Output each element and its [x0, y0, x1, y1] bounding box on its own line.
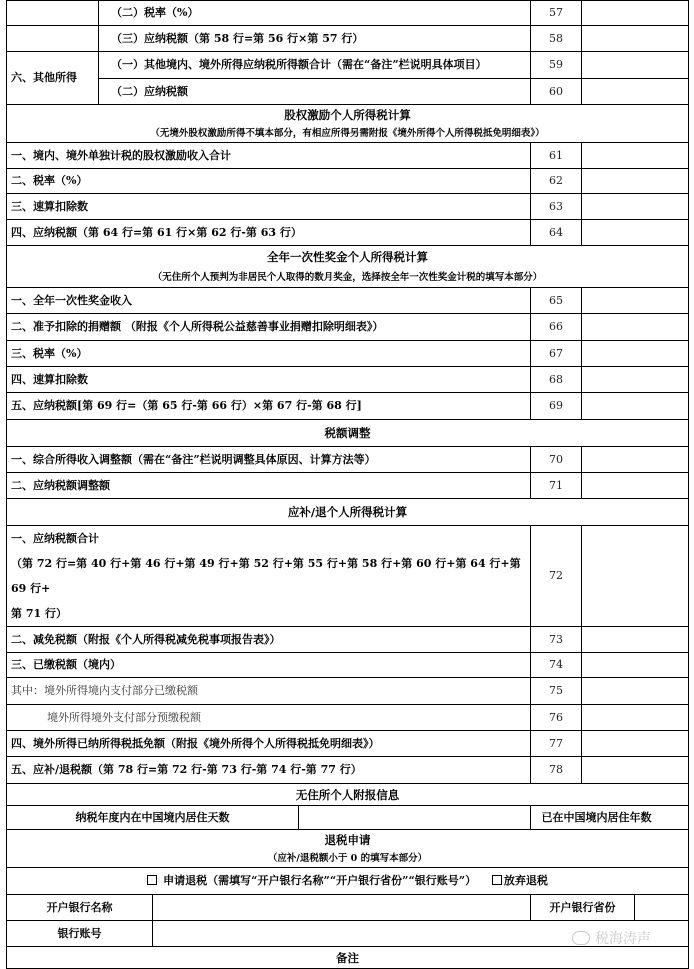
form-row-66	[7, 314, 689, 341]
form-row-63	[7, 194, 689, 220]
apply-refund-checkbox[interactable]	[147, 875, 157, 885]
bank-province-label: 开户银行省份	[531, 895, 635, 921]
watermark-text: 税海涛声	[595, 931, 651, 947]
row-number: 74	[531, 653, 582, 678]
row-label: （二）税率（%）	[99, 1, 531, 26]
row-number: 77	[531, 731, 582, 757]
form-row-74	[7, 653, 689, 678]
row-number: 57	[531, 1, 582, 26]
row-number: 66	[531, 314, 582, 341]
row-number: 67	[531, 341, 582, 367]
value-cell[interactable]	[582, 220, 689, 246]
row-number: 62	[531, 169, 582, 194]
section-subtitle: （无住所个人预判为非居民个人取得的数月奖金，选择按全年一次性奖金计税的填写本部分）	[7, 269, 689, 288]
residence-days-label: 纳税年度内在中国境内居住天数	[7, 806, 299, 830]
form-row-57	[7, 1, 689, 26]
form-row-71	[7, 473, 689, 499]
nonresident-row	[7, 806, 689, 830]
form-row-58	[7, 26, 689, 52]
value-cell[interactable]	[582, 627, 689, 653]
section-title: 全年一次性奖金个人所得税计算	[7, 246, 689, 269]
form-row-78	[7, 757, 689, 784]
form-row-72	[7, 526, 689, 627]
bank-row	[7, 895, 689, 921]
bank-account-label: 银行账号	[7, 921, 153, 947]
section-subtitle-bonus	[7, 269, 689, 288]
row-number: 64	[531, 220, 582, 246]
row-label: 四、应纳税额（第 64 行=第 61 行×第 62 行-第 63 行）	[7, 220, 531, 246]
row-label: 三、税率（%）	[7, 341, 531, 367]
section-header-equity	[7, 105, 689, 126]
row-number: 71	[531, 473, 582, 499]
watermark	[572, 928, 651, 948]
category-cell	[7, 1, 99, 26]
value-cell[interactable]	[582, 341, 689, 367]
bank-name-label: 开户银行名称	[7, 895, 153, 921]
value-cell[interactable]	[582, 1, 689, 26]
row-label: 四、速算扣除数	[7, 367, 531, 393]
row-label-line: （第 72 行=第 40 行+第 46 行+第 49 行+第 52 行+第 55 行+第 58 行+第 60 行+第 64 行+第 69 行+	[11, 557, 521, 595]
row-number: 60	[531, 79, 582, 105]
value-cell[interactable]	[582, 288, 689, 314]
section-title: 税额调整	[7, 420, 689, 447]
value-cell[interactable]	[582, 26, 689, 52]
wechat-icon	[572, 931, 590, 945]
row-label: 境外所得境外支付部分预缴税额	[7, 705, 531, 731]
refund-options	[7, 868, 689, 895]
row-number: 69	[531, 393, 582, 420]
value-cell[interactable]	[582, 52, 689, 79]
row-number: 65	[531, 288, 582, 314]
row-label: 三、速算扣除数	[7, 194, 531, 220]
section-header-nonresident	[7, 784, 689, 806]
row-label: 三、已缴税额（境内）	[7, 653, 531, 678]
section-title: 无住所个人附报信息	[7, 784, 689, 806]
section-subtitle: （无境外股权激励所得不填本部分，有相应所得另需附报《境外所得个人所得税抵免明细表》）	[7, 126, 689, 143]
section-header-remarks	[7, 947, 689, 969]
section-header-refund-calc	[7, 499, 689, 526]
row-number: 59	[531, 52, 582, 79]
tax-form-page	[6, 0, 688, 969]
row-number: 70	[531, 447, 582, 473]
form-row-65	[7, 288, 689, 314]
value-cell[interactable]	[582, 169, 689, 194]
row-label: 一、全年一次性奖金收入	[7, 288, 531, 314]
bank-province-input[interactable]	[635, 895, 689, 921]
value-cell[interactable]	[582, 367, 689, 393]
row-label: 二、准予扣除的捐赠额 （附报《个人所得税公益慈善事业捐赠扣除明细表》）	[7, 314, 531, 341]
value-cell[interactable]	[582, 314, 689, 341]
row-label: 二、应纳税额调整额	[7, 473, 531, 499]
value-cell[interactable]	[582, 393, 689, 420]
category-cell	[7, 26, 99, 52]
form-row-69	[7, 393, 689, 420]
form-row-62	[7, 169, 689, 194]
row-label: （二）应纳税额	[99, 79, 531, 105]
section-header-refund-apply	[7, 830, 689, 851]
section-subtitle-equity	[7, 126, 689, 143]
form-row-73	[7, 627, 689, 653]
waive-refund-checkbox[interactable]	[492, 875, 502, 885]
form-row-67	[7, 341, 689, 367]
row-label: 二、减免税额（附报《个人所得税减免税事项报告表》）	[7, 627, 531, 653]
form-row-70	[7, 447, 689, 473]
row-number: 68	[531, 367, 582, 393]
row-label: 五、应补/退税额（第 78 行=第 72 行-第 73 行-第 74 行-第 77 行）	[7, 757, 531, 784]
form-row-77	[7, 731, 689, 757]
row-label	[7, 526, 531, 627]
form-row-76	[7, 705, 689, 731]
row-label: 一、境内、境外单独计税的股权激励收入合计	[7, 143, 531, 169]
row-number: 63	[531, 194, 582, 220]
apply-refund-label: 申请退税（需填写“开户银行名称”“开户银行省份”“银行账号”）	[163, 874, 477, 887]
row-number: 61	[531, 143, 582, 169]
bank-name-input[interactable]	[153, 895, 531, 921]
value-cell[interactable]	[582, 79, 689, 105]
form-row-61	[7, 143, 689, 169]
value-cell[interactable]	[582, 473, 689, 499]
row-label: 二、税率（%）	[7, 169, 531, 194]
row-label: 一、综合所得收入调整额（需在“备注”栏说明调整具体原因、计算方法等）	[7, 447, 531, 473]
row-label: 四、境外所得已纳所得税抵免额（附报《境外所得个人所得税抵免明细表》）	[7, 731, 531, 757]
row-label: （三）应纳税额（第 58 行=第 56 行×第 57 行）	[99, 26, 531, 52]
category-label: 六、其他所得	[7, 52, 99, 105]
value-cell[interactable]	[582, 678, 689, 705]
value-cell[interactable]	[582, 447, 689, 473]
section-subtitle-refund-apply	[7, 851, 689, 868]
value-cell[interactable]	[582, 526, 689, 627]
value-cell[interactable]	[582, 653, 689, 678]
section-subtitle: （应补/退税额小于 0 的填写本部分）	[7, 851, 689, 868]
value-cell[interactable]	[582, 757, 689, 784]
residence-days-input[interactable]	[299, 806, 531, 830]
value-cell[interactable]	[582, 194, 689, 220]
row-label-line: 第 71 行）	[11, 607, 67, 620]
section-title: 股权激励个人所得税计算	[7, 105, 689, 126]
form-row-68	[7, 367, 689, 393]
section-title: 备注	[7, 947, 689, 969]
section-title: 退税申请	[7, 830, 689, 851]
row-label: 其中：境外所得境内支付部分已缴税额	[7, 678, 531, 705]
waive-refund-label: 放弃退税	[503, 874, 548, 887]
value-cell[interactable]	[582, 143, 689, 169]
row-label-line: 一、应纳税额合计	[11, 532, 99, 545]
row-label: 五、应纳税额[第 69 行=（第 65 行-第 66 行）×第 67 行-第 68 行]	[7, 393, 531, 420]
form-row-75	[7, 678, 689, 705]
section-header-bonus	[7, 246, 689, 269]
refund-option-row	[7, 868, 689, 895]
row-label: （一）其他境内、境外所得应纳税所得额合计（需在“备注”栏说明具体项目）	[99, 52, 531, 79]
section-header-adjust	[7, 420, 689, 447]
row-number: 73	[531, 627, 582, 653]
form-row-60	[7, 79, 689, 105]
value-cell[interactable]	[582, 705, 689, 731]
tax-form-table	[6, 0, 689, 969]
row-number: 78	[531, 757, 582, 784]
section-title: 应补/退个人所得税计算	[7, 499, 689, 526]
value-cell[interactable]	[582, 731, 689, 757]
row-number: 75	[531, 678, 582, 705]
row-number: 72	[531, 526, 582, 627]
form-row-59	[7, 52, 689, 79]
form-row-64	[7, 220, 689, 246]
row-number: 58	[531, 26, 582, 52]
residence-years-label: 已在中国境内居住年数	[531, 806, 689, 830]
row-number: 76	[531, 705, 582, 731]
